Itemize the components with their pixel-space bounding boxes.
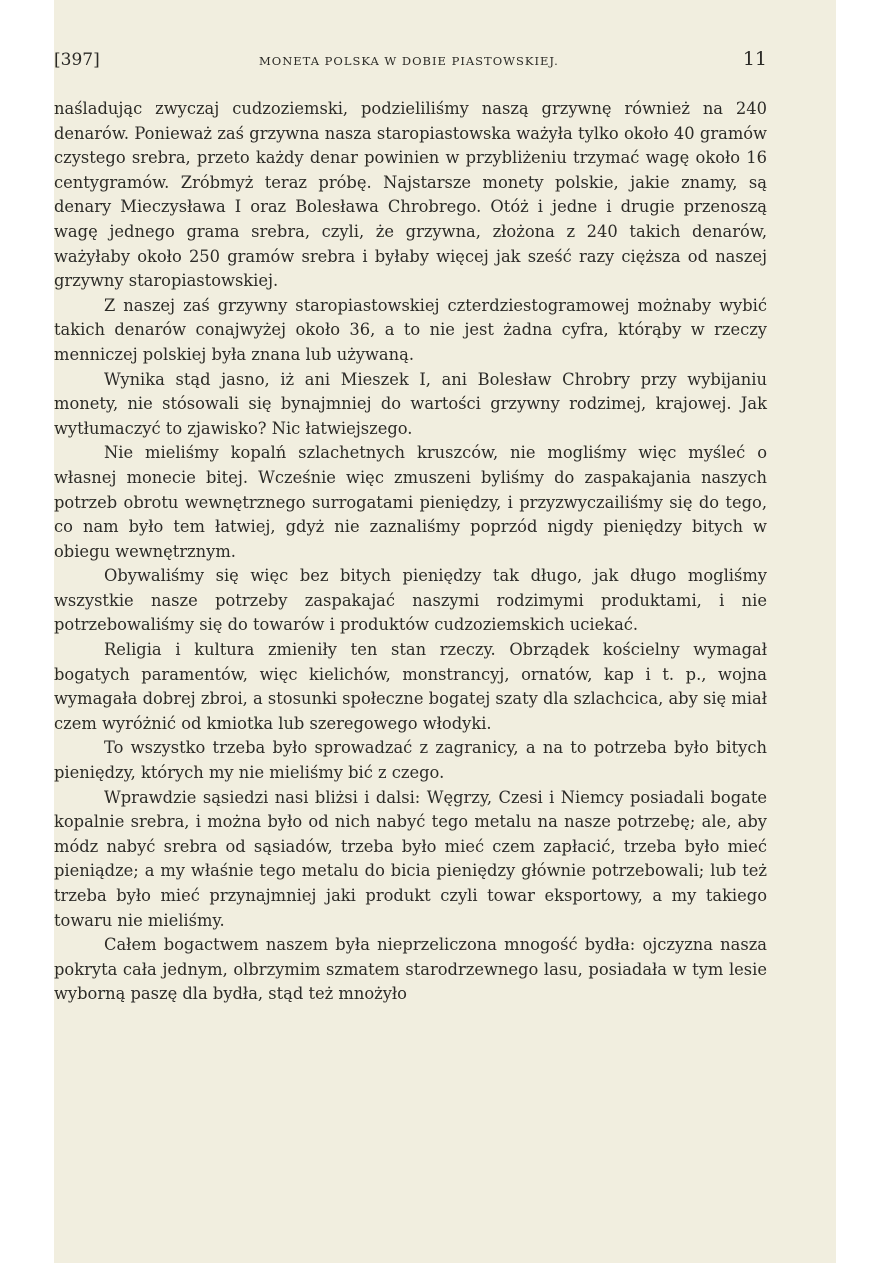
page-number: 11 bbox=[742, 48, 767, 70]
paragraph: To wszystko trzeba było sprowadzać z zagranicy, a na to potrzeba było bitych pieniędzy, których my nie mieliśmy bić z czego. bbox=[54, 738, 767, 783]
body-text bbox=[54, 97, 767, 1007]
running-header bbox=[54, 48, 767, 72]
paragraph: Z naszej zaś grzywny staropiastowskiej czterdziestogramowej możnaby wybić takich denarów conajwyżej około 36, a to nie jest żadna cyfra, którąby w rzeczy menniczej polskiej była znana lub używaną. bbox=[54, 295, 767, 364]
paragraph: Nie mieliśmy kopalń szlachetnych kruszców, nie mogliśmy więc myśleć o własnej monecie bitej. Wcześnie więc zmuszeni byliśmy do zaspakajania naszych potrzeb obrotu wewnętrznego surrogatami pieniędzy, i przyzwyczailiśmy się do tego, co nam było tem łatwiej, gdyż nie zaznaliśmy poprzód nigdy pieniędzy bitych w obiegu wewnętrznym. bbox=[54, 443, 767, 561]
paragraph: Obywaliśmy się więc bez bitych pieniędzy tak długo, jak długo mogliśmy wszystkie nasze potrzeby zaspakajać naszymi rodzimymi produktami, i nie potrzebowaliśmy się do towarów i produktów cudzoziemskich uciekać. bbox=[54, 566, 767, 635]
running-title: MONETA POLSKA W DOBIE PIASTOWSKIEJ. bbox=[259, 54, 559, 68]
paragraph: naśladując zwyczaj cudzoziemski, podzieliliśmy naszą grzywnę również na 240 denarów. Ponieważ zaś grzywna nasza staropiastowska ważyła tylko około 40 gramów czystego srebra, przeto każdy denar powinien w przybliżeniu trzymać wagę około 16 centygramów. Zróbmyż teraz próbę. Najstarsze monety polskie, jakie znamy, są denary Mieczysława I oraz Bolesława Chrobrego. Otóż i jedne i drugie przenoszą wagę jednego grama srebra, czyli, że grzywna, złożona z 240 takich denarów, ważyłaby około 250 gramów srebra i byłaby więcej jak sześć razy cięższa od naszej grzywny staropiastowskiej. bbox=[54, 99, 767, 291]
paragraph: Religia i kultura zmieniły ten stan rzeczy. Obrządek kościelny wymagał bogatych paramentów, więc kielichów, monstrancyj, ornatów, kap i t. p., wojna wymagała dobrej zbroi, a stosunki społeczne bogatej szaty dla szlachcica, aby się miał czem wyróżnić od kmiotka lub szeregowego włodyki. bbox=[54, 640, 767, 733]
paragraph: Całem bogactwem naszem była nieprzeliczona mnogość bydła: ojczyzna nasza pokryta cała jednym, olbrzymim szmatem starodrzewnego lasu, posiadała w tym lesie wyborną paszę dla bydła, stąd też mnożyło bbox=[54, 935, 767, 1004]
paragraph: Wprawdzie sąsiedzi nasi bliżsi i dalsi: Węgrzy, Czesi i Niemcy posiadali bogate kopalnie srebra, i można było od nich nabyć tego metalu na nasze potrzebę; ale, aby módz nabyć srebra od sąsiadów, trzeba było mieć czem zapłacić, trzeba było mieć pieniądze; a my właśnie tego metalu do bicia pieniędzy głównie potrzebowali; lub też trzeba było mieć przynajmniej jaki produkt czyli towar eksportowy, a my takiego towaru nie mieliśmy. bbox=[54, 787, 767, 930]
page-reference: [397] bbox=[54, 50, 100, 70]
paragraph: Wynika stąd jasno, iż ani Mieszek I, ani Bolesław Chrobry przy wybijaniu monety, nie stósowali się bynajmniej do wartości grzywny rodzimej, krajowej. Jak wytłumaczyć to zjawisko? Nic łatwiejszego. bbox=[54, 369, 767, 438]
